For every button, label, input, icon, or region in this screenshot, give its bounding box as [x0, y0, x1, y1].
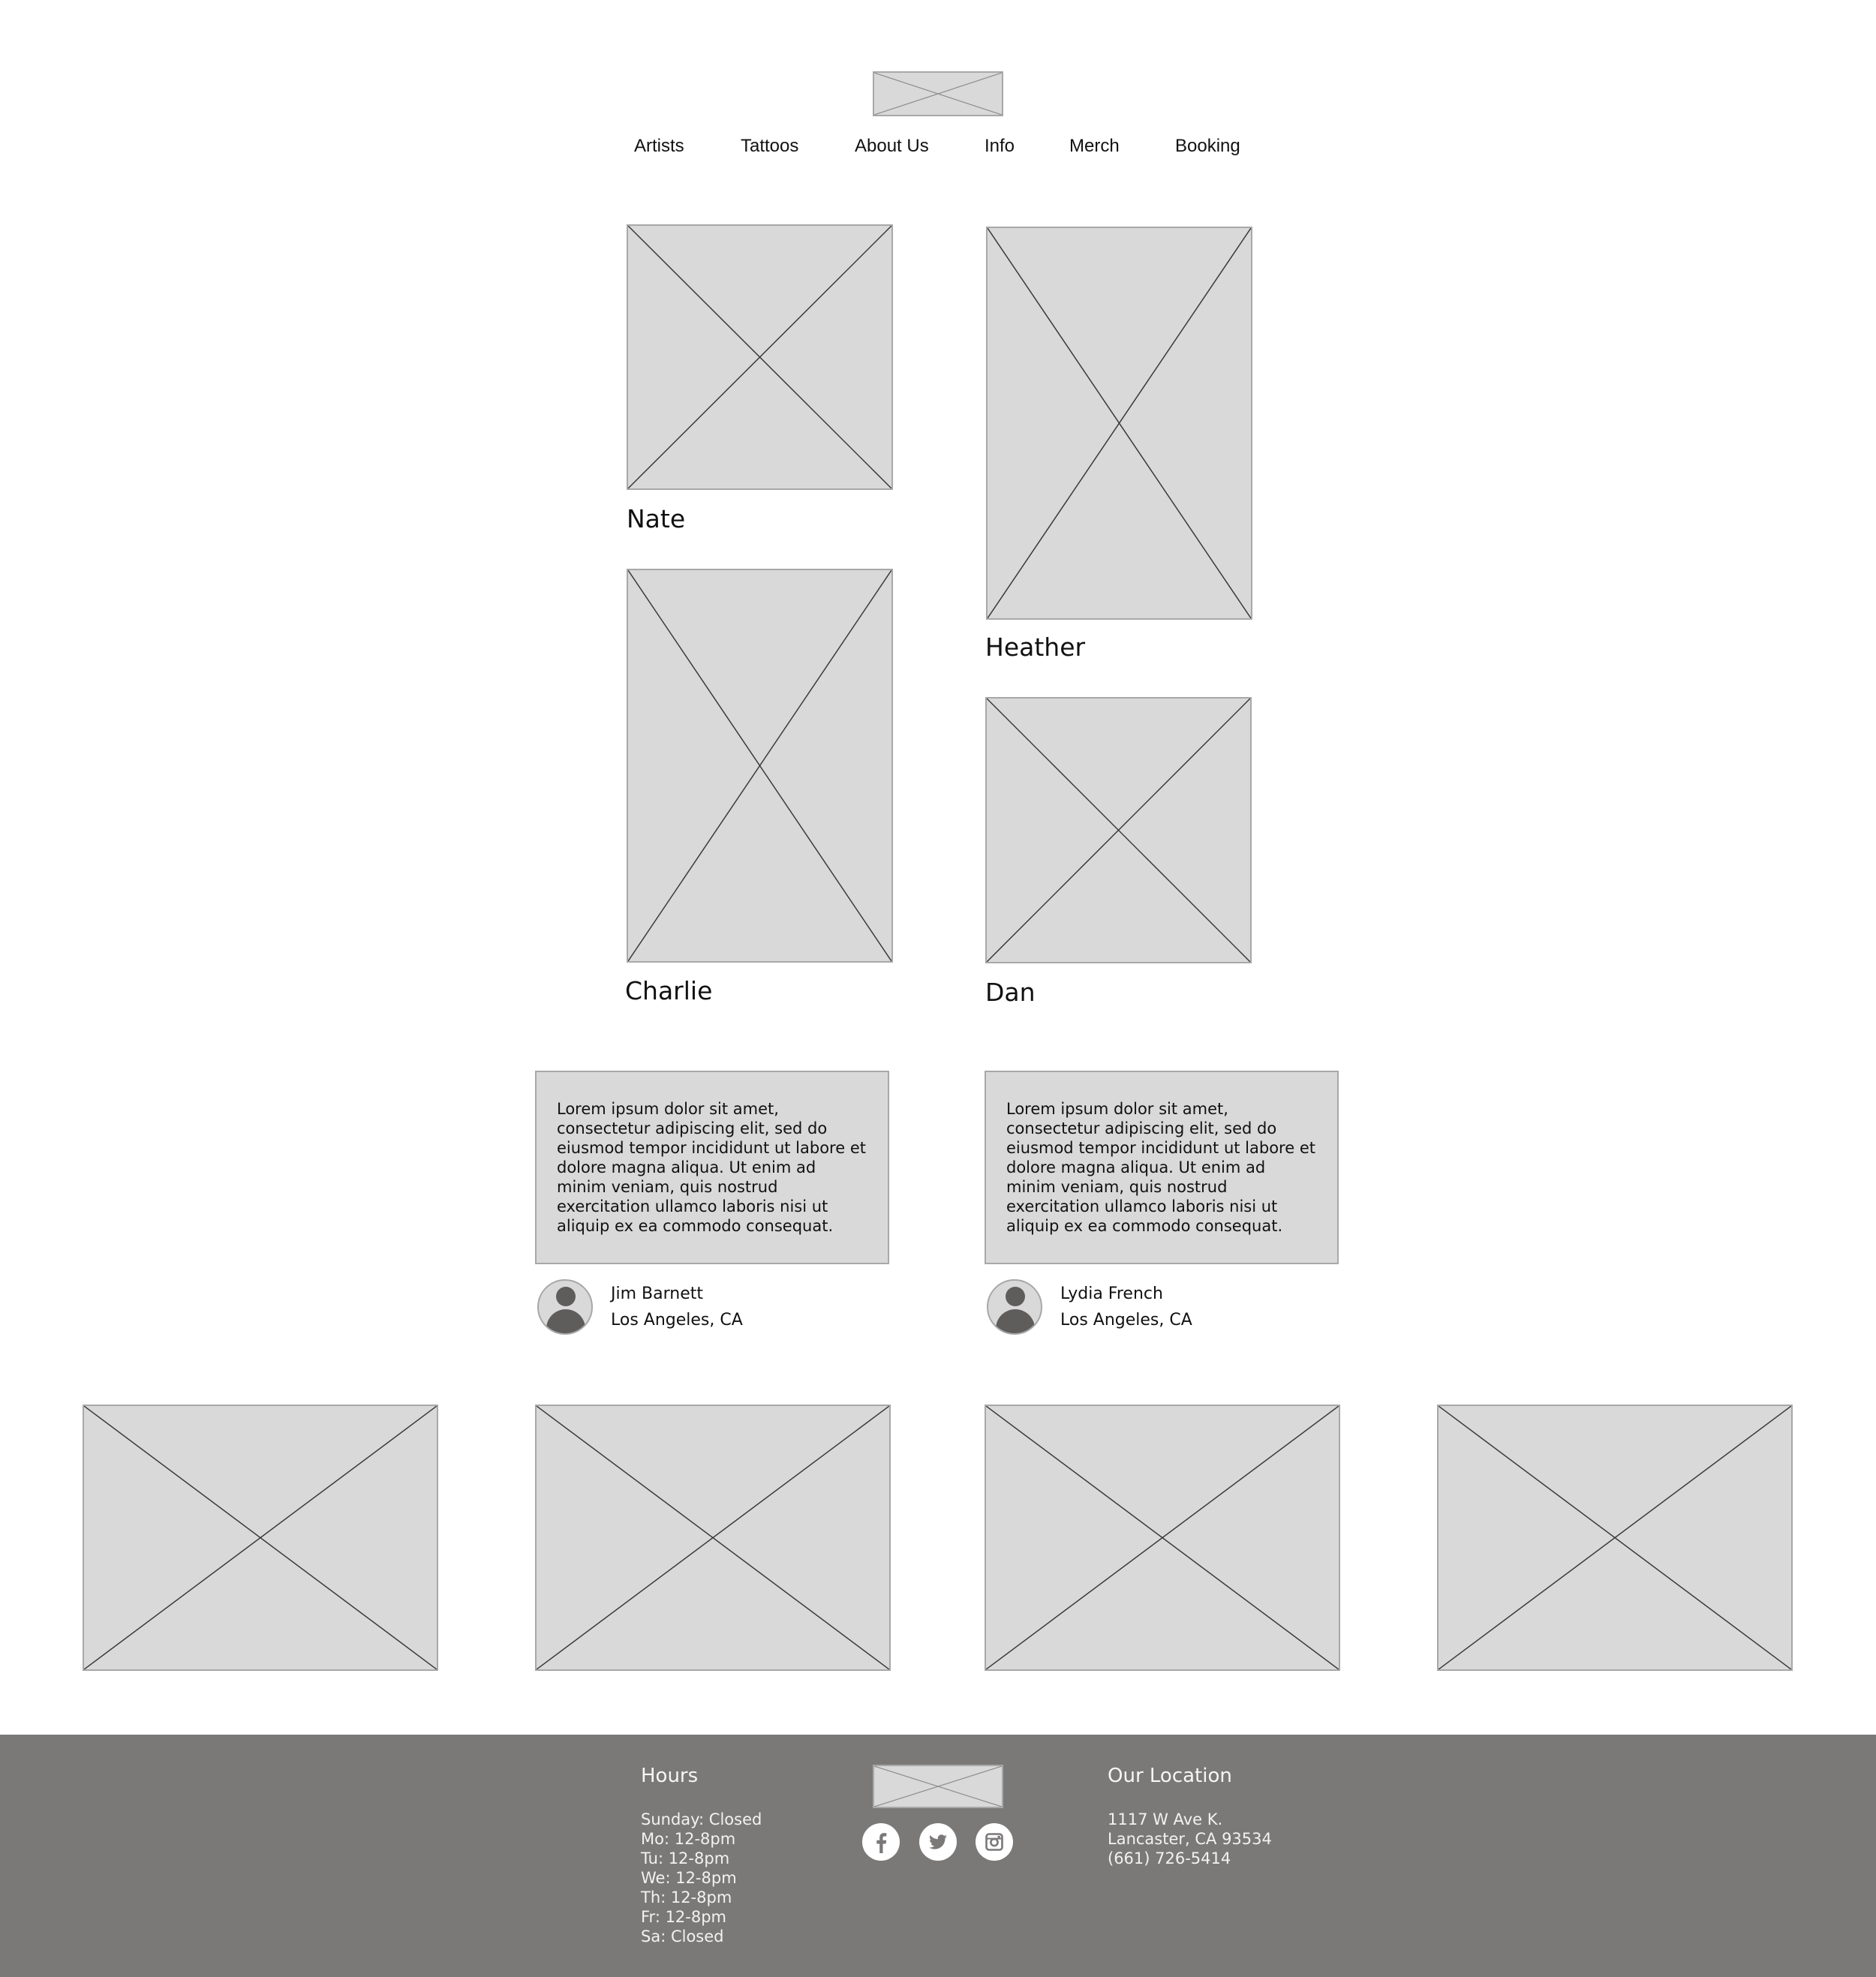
testimonial-location: Los Angeles, CA [1060, 1311, 1192, 1330]
nav-info[interactable]: Info [985, 136, 1015, 156]
testimonial-text: Lorem ipsum dolor sit amet, consectetur adipiscing elit, sed do eiusmod tempor incididunt ut labore et dolore magna aliqua. Ut enim ad minim veniam, quis nostrud exercitation ullamco laboris nisi ut aliquip ex ea commodo consequat. [1006, 1100, 1315, 1235]
artist-name-nate[interactable]: Nate [627, 504, 686, 533]
gallery-image-icon[interactable] [83, 1405, 438, 1671]
testimonial-name: Jim Barnett [611, 1284, 703, 1303]
testimonial-name: Lydia French [1060, 1284, 1163, 1303]
location-title: Our Location [1108, 1765, 1232, 1787]
gallery-image-icon[interactable] [535, 1405, 891, 1671]
hours-line: We: 12-8pm [641, 1869, 737, 1887]
artist-heather-image-icon[interactable] [986, 227, 1252, 620]
hours-list [641, 1810, 762, 1946]
facebook-icon[interactable] [862, 1823, 900, 1861]
testimonial-quote-box [985, 1071, 1339, 1264]
hours-line: Sa: Closed [641, 1927, 724, 1945]
hours-title: Hours [641, 1765, 699, 1787]
artist-name-heather[interactable]: Heather [985, 632, 1086, 662]
artist-name-charlie[interactable]: Charlie [625, 976, 713, 1005]
hours-line: Mo: 12-8pm [641, 1830, 736, 1848]
phone-line[interactable]: (661) 726-5414 [1108, 1849, 1231, 1867]
user-avatar-icon [987, 1279, 1042, 1335]
logo-placeholder-icon[interactable] [873, 71, 1003, 116]
artist-nate-image-icon[interactable] [627, 224, 893, 490]
testimonial-location: Los Angeles, CA [611, 1311, 743, 1330]
artist-dan-image-icon[interactable] [985, 697, 1252, 963]
nav-artists[interactable]: Artists [634, 136, 684, 156]
nav-about-us[interactable]: About Us [855, 136, 929, 156]
testimonial-quote-box [535, 1071, 889, 1264]
hours-line: Th: 12-8pm [641, 1888, 732, 1906]
instagram-icon[interactable] [976, 1823, 1013, 1861]
hours-line: Tu: 12-8pm [641, 1849, 730, 1867]
footer-logo-placeholder-icon[interactable] [873, 1765, 1003, 1808]
address-line: 1117 W Ave K. [1108, 1810, 1223, 1828]
hours-line: Fr: 12-8pm [641, 1908, 727, 1926]
nav-merch[interactable]: Merch [1069, 136, 1120, 156]
hours-line: Sunday: Closed [641, 1810, 762, 1828]
nav-booking[interactable]: Booking [1175, 136, 1240, 156]
gallery-image-icon[interactable] [1437, 1405, 1793, 1671]
artist-name-dan[interactable]: Dan [985, 978, 1036, 1007]
address-line: Lancaster, CA 93534 [1108, 1830, 1272, 1848]
nav-tattoos[interactable]: Tattoos [741, 136, 799, 156]
artist-charlie-image-icon[interactable] [627, 569, 893, 963]
location-list [1108, 1810, 1272, 1868]
gallery-image-icon[interactable] [985, 1405, 1340, 1671]
testimonial-text: Lorem ipsum dolor sit amet, consectetur adipiscing elit, sed do eiusmod tempor incididunt ut labore et dolore magna aliqua. Ut enim ad minim veniam, quis nostrud exercitation ullamco laboris nisi ut aliquip ex ea commodo consequat. [557, 1100, 866, 1235]
user-avatar-icon [537, 1279, 593, 1335]
twitter-icon[interactable] [919, 1823, 957, 1861]
